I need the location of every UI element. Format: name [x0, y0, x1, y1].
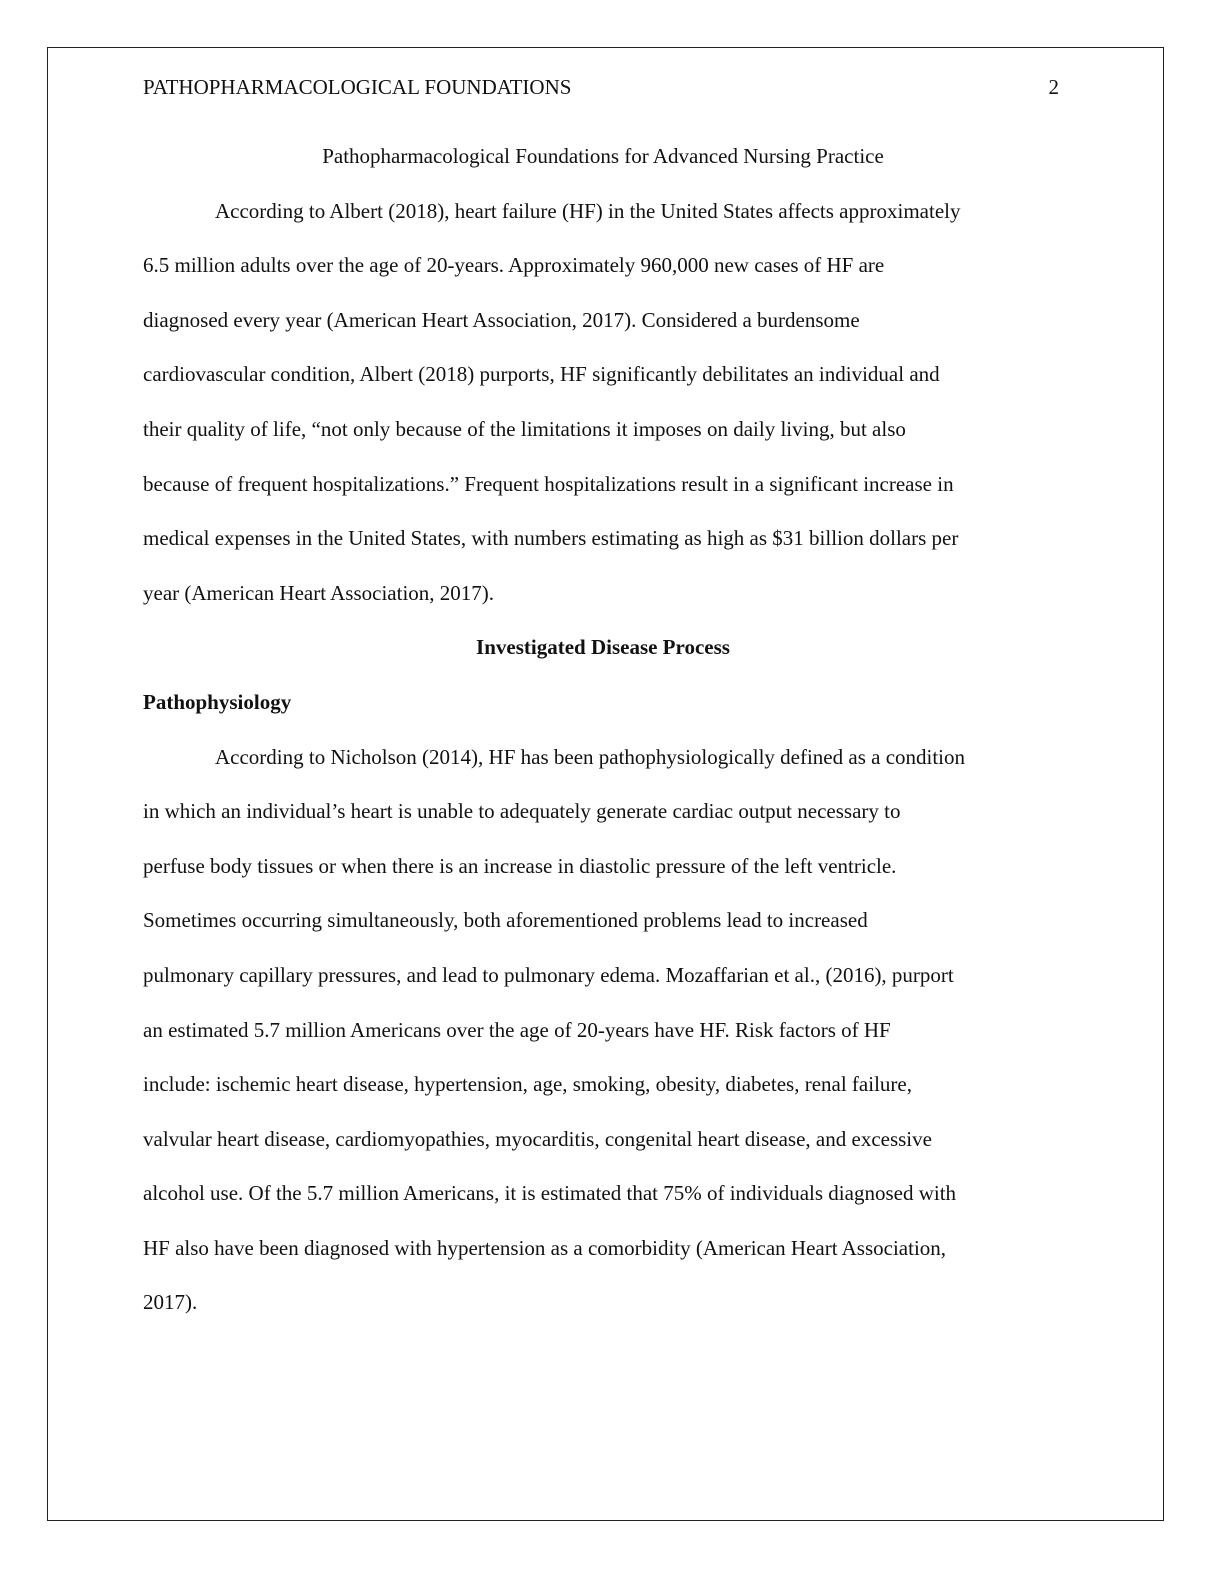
- running-head-title: PATHOPHARMACOLOGICAL FOUNDATIONS: [143, 75, 572, 99]
- paragraph-line: According to Albert (2018), heart failure (HF) in the United States affects approximately: [215, 198, 961, 223]
- page-number: 2: [1048, 75, 1059, 99]
- paragraph-line: cardiovascular condition, Albert (2018) purports, HF significantly debilitates an individual and: [143, 362, 940, 387]
- paragraph-line: alcohol use. Of the 5.7 million Americans, it is estimated that 75% of individuals diagnosed with: [143, 1181, 957, 1206]
- paragraph-line: perfuse body tissues or when there is an increase in diastolic pressure of the left ventricle.: [143, 853, 897, 878]
- paragraph-line: valvular heart disease, cardiomyopathies, myocarditis, congenital heart disease, and excessive: [143, 1126, 932, 1151]
- paragraph-line: pulmonary capillary pressures, and lead to pulmonary edema. Mozaffarian et al., (2016), purport: [143, 962, 954, 987]
- intro-paragraph: [143, 184, 1063, 621]
- paragraph-line: include: ischemic heart disease, hypertension, age, smoking, obesity, diabetes, renal failure,: [143, 1072, 912, 1097]
- paragraph-line: their quality of life, “not only because of the limitations it imposes on daily living, but also: [143, 416, 906, 441]
- paragraph-line: year (American Heart Association, 2017).: [143, 580, 495, 605]
- document-content: [143, 70, 1063, 1330]
- section-heading: Investigated Disease Process: [476, 635, 730, 660]
- paragraph-line: an estimated 5.7 million Americans over the age of 20-years have HF. Risk factors of HF: [143, 1017, 891, 1042]
- paragraph-line: diagnosed every year (American Heart Association, 2017). Considered a burdensome: [143, 307, 860, 332]
- paragraph-line: Sometimes occurring simultaneously, both aforementioned problems lead to increased: [143, 908, 868, 933]
- paragraph-line: because of frequent hospitalizations.” Frequent hospitalizations result in a significant increase in: [143, 471, 954, 496]
- paragraph-line: 6.5 million adults over the age of 20-years. Approximately 960,000 new cases of HF are: [143, 253, 885, 278]
- subsection-heading: Pathophysiology: [143, 689, 292, 714]
- paragraph-line: 2017).: [143, 1290, 198, 1315]
- running-head: [143, 70, 1063, 104]
- document-title: Pathopharmacological Foundations for Advanced Nursing Practice: [322, 144, 884, 168]
- paragraph-line: medical expenses in the United States, with numbers estimating as high as $31 billion dollars per: [143, 526, 959, 551]
- paragraph-line: According to Nicholson (2014), HF has been pathophysiologically defined as a condition: [215, 744, 966, 769]
- paragraph-line: HF also have been diagnosed with hypertension as a comorbidity (American Heart Association,: [143, 1235, 947, 1260]
- paragraph-line: in which an individual’s heart is unable to adequately generate cardiac output necessary to: [143, 799, 901, 824]
- pathophysiology-paragraph: [143, 730, 1063, 1331]
